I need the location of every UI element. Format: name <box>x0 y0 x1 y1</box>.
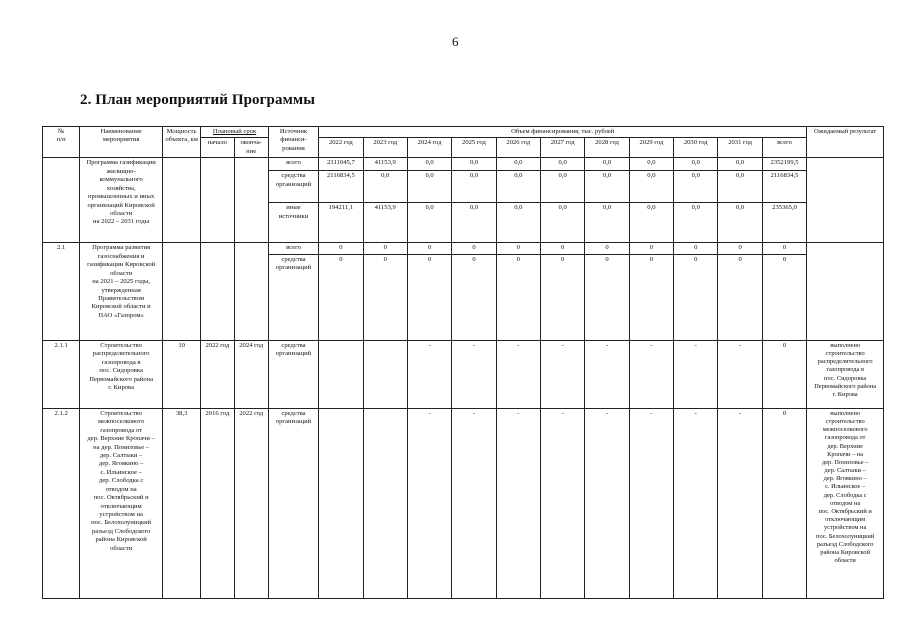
row-result <box>807 158 884 243</box>
row-value: 0 <box>718 243 762 254</box>
row-value: 0,0 <box>452 203 496 243</box>
row-value: - <box>496 340 540 408</box>
row-name: Программа газификации жилищно- коммунального хозяйства, промышленных и иных организаций Кировской области на 2022 – 2031 годы <box>80 158 163 243</box>
row-value: - <box>496 408 540 598</box>
row-value: 0,0 <box>674 158 718 171</box>
plan-table-body <box>43 158 884 598</box>
row-value <box>319 408 363 598</box>
row-value: 0,0 <box>541 171 585 203</box>
row-value: 2352199,5 <box>762 158 807 171</box>
header-term-end: оконча- ние <box>234 138 268 158</box>
row-value <box>319 340 363 408</box>
row-value: 0,0 <box>585 171 629 203</box>
row-value: - <box>585 408 629 598</box>
header-result: Ожидаемый результат <box>807 127 884 158</box>
row-value: 0 <box>496 243 540 254</box>
header-year-10: всего <box>762 138 807 158</box>
row-value: - <box>629 340 673 408</box>
header-year-1: 2023 год <box>363 138 407 158</box>
row-value: 0,0 <box>452 171 496 203</box>
row-value: - <box>452 408 496 598</box>
row-capacity <box>162 158 200 243</box>
row-value: 0 <box>762 340 807 408</box>
row-source: иные источники <box>268 203 318 243</box>
header-year-4: 2026 год <box>496 138 540 158</box>
row-source: средства организаций <box>268 254 318 340</box>
row-value: - <box>674 340 718 408</box>
row-value: 0 <box>762 408 807 598</box>
row-name: Строительство распределительного газопровода в пос. Сидоровка Первомайского района г. Кирова <box>80 340 163 408</box>
row-number: 2.1.1 <box>43 340 80 408</box>
header-year-0: 2022 год <box>319 138 363 158</box>
row-value: 0,0 <box>496 203 540 243</box>
row-value: 0 <box>452 243 496 254</box>
row-name: Строительство межпоселкового газопровода от дер. Верхние Кропачи – на дер. Понизовье – дер. Салтыки – дер. Ягоякино – с. Ильинское – дер. Слободка с отводом на пос. Октябрьский и отключающим устройством на пос. Белохолуницкий разъезд Слободского района Кировской области <box>80 408 163 598</box>
table-row <box>43 158 884 171</box>
row-value: 0 <box>496 254 540 340</box>
row-value <box>363 340 407 408</box>
row-value: 2116834,5 <box>319 171 363 203</box>
header-year-5: 2027 год <box>541 138 585 158</box>
row-value: 0,0 <box>363 171 407 203</box>
row-value: 0 <box>674 243 718 254</box>
row-source: всего <box>268 158 318 171</box>
section-title: 2. План мероприятий Программы <box>80 92 316 108</box>
row-capacity: 10 <box>162 340 200 408</box>
page-number: 6 <box>452 34 459 49</box>
row-value: 0 <box>629 243 673 254</box>
row-value: 0 <box>762 254 807 340</box>
row-value: - <box>674 408 718 598</box>
row-value <box>363 408 407 598</box>
row-result <box>807 243 884 340</box>
row-number <box>43 158 80 243</box>
row-value: 0 <box>762 243 807 254</box>
row-value: 0 <box>541 254 585 340</box>
row-source: средства организаций <box>268 408 318 598</box>
header-no: № п/п <box>43 127 80 158</box>
row-term-start <box>201 243 234 340</box>
row-value: 0,0 <box>718 158 762 171</box>
row-value: 0 <box>407 243 451 254</box>
row-value: 0,0 <box>585 203 629 243</box>
row-source: всего <box>268 243 318 254</box>
row-value: 41153,9 <box>363 203 407 243</box>
header-term-group: Плановый срок <box>201 127 269 138</box>
row-value: 0,0 <box>585 158 629 171</box>
row-source: средства организаций <box>268 340 318 408</box>
row-value: 0,0 <box>629 203 673 243</box>
row-value: - <box>541 408 585 598</box>
header-name: Наименование мероприятия <box>80 127 163 158</box>
row-result: выполнено строительство распределительного газопровода в пос. Сидоровка Первомайского района г. Кирова <box>807 340 884 408</box>
row-value: 0 <box>718 254 762 340</box>
row-value: 0,0 <box>718 171 762 203</box>
header-year-8: 2030 год <box>674 138 718 158</box>
row-capacity <box>162 243 200 340</box>
row-value: 0,0 <box>407 171 451 203</box>
header-row-1 <box>43 127 884 138</box>
row-value: 2116834,5 <box>762 171 807 203</box>
row-value: 0 <box>407 254 451 340</box>
row-value: - <box>629 408 673 598</box>
row-value: - <box>541 340 585 408</box>
row-value: 0 <box>363 243 407 254</box>
row-value: 0 <box>541 243 585 254</box>
row-value: - <box>407 408 451 598</box>
row-value: 0,0 <box>674 203 718 243</box>
row-value: 0,0 <box>452 158 496 171</box>
row-value: - <box>718 340 762 408</box>
row-value: 0,0 <box>541 203 585 243</box>
row-value: 2311045,7 <box>319 158 363 171</box>
row-value: - <box>452 340 496 408</box>
row-value: 0 <box>363 254 407 340</box>
header-year-7: 2029 год <box>629 138 673 158</box>
header-funding-group: Объем финансирования, тыс. рублей <box>319 127 807 138</box>
row-value: 194211,1 <box>319 203 363 243</box>
row-value: 235365,0 <box>762 203 807 243</box>
header-term-start: начало <box>201 138 234 158</box>
row-result: выполнено строительство межпоселкового газопровода от дер. Верхние Кропачи – на дер. Понизовье – дер. Салтыки – дер. Ягоякино – с. Ильинское – дер. Слободка с отводом на пос. Октябрьский и отключающим устройством на пос. Белохолуницкий разъезд Слободского района Кировской области <box>807 408 884 598</box>
row-name: Программа развития газоснабжения и газификации Кировской области на 2021 – 2025 годы, утвержденная Правительством Кировской области и ПАО «Газпром» <box>80 243 163 340</box>
row-value: 0,0 <box>407 203 451 243</box>
header-capacity: Мощность объекта, км <box>162 127 200 158</box>
row-term-end <box>234 243 268 340</box>
row-value: - <box>585 340 629 408</box>
row-value: 41153,9 <box>363 158 407 171</box>
row-term-start <box>201 158 234 243</box>
program-plan-table <box>42 126 884 599</box>
table-row <box>43 340 884 408</box>
row-term-start: 2022 год <box>201 340 234 408</box>
row-value: 0 <box>585 243 629 254</box>
row-value: 0 <box>674 254 718 340</box>
row-number: 2.1 <box>43 243 80 340</box>
row-value: 0,0 <box>629 171 673 203</box>
header-year-3: 2025 год <box>452 138 496 158</box>
row-value: 0 <box>585 254 629 340</box>
row-term-end: 2024 год <box>234 340 268 408</box>
row-term-start: 2016 год <box>201 408 234 598</box>
row-value: 0 <box>319 243 363 254</box>
table-row <box>43 243 884 254</box>
row-value: 0,0 <box>541 158 585 171</box>
row-value: 0 <box>319 254 363 340</box>
row-value: 0,0 <box>718 203 762 243</box>
row-value: 0,0 <box>496 171 540 203</box>
header-source: Источник финанси- рования <box>268 127 318 158</box>
row-value: 0 <box>452 254 496 340</box>
row-value: 0,0 <box>407 158 451 171</box>
row-value: - <box>407 340 451 408</box>
header-year-2: 2024 год <box>407 138 451 158</box>
row-value: 0 <box>629 254 673 340</box>
header-year-6: 2028 год <box>585 138 629 158</box>
row-term-end <box>234 158 268 243</box>
row-value: 0,0 <box>629 158 673 171</box>
row-value: 0,0 <box>674 171 718 203</box>
row-value: 0,0 <box>496 158 540 171</box>
header-year-9: 2031 год <box>718 138 762 158</box>
row-term-end: 2022 год <box>234 408 268 598</box>
row-value: - <box>718 408 762 598</box>
row-number: 2.1.2 <box>43 408 80 598</box>
row-capacity: 38,3 <box>162 408 200 598</box>
table-row <box>43 408 884 598</box>
row-source: средства организаций <box>268 171 318 203</box>
